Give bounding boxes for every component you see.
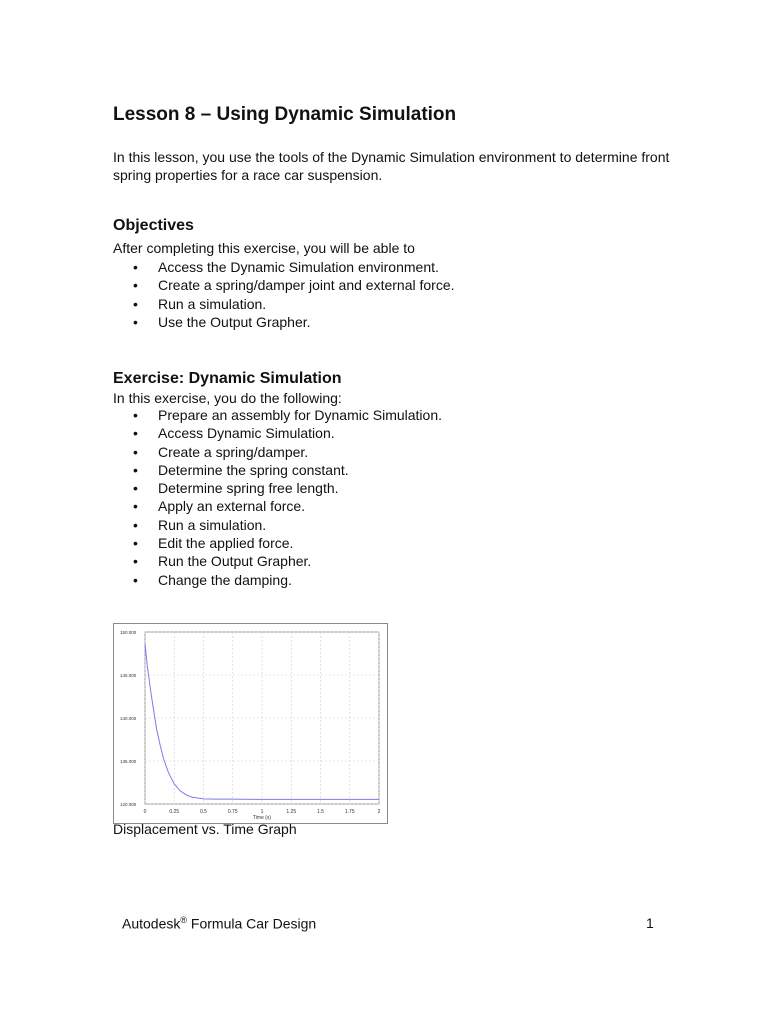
registered-mark: ® [180,915,188,925]
x-tick-label: 0.5 [200,809,207,815]
x-tick-label: 1.25 [286,809,297,815]
x-tick-label: 1 [260,809,264,815]
y-tick-label: 120.000 [120,802,137,807]
exercise-item: • Create a spring/damper. [113,443,442,461]
x-tick-label: 2 [377,809,381,815]
exercise-item: • Determine the spring constant. [113,461,442,479]
intro-paragraph: In this lesson, you use the tools of the Dynamic Simulation environment to determine front spring properties for a race car suspension. [113,149,670,183]
objective-item: • Use the Output Grapher. [113,313,455,331]
x-tick-label: 1.75 [344,809,355,815]
y-tick-label: 145.000 [120,673,137,678]
page-title: Lesson 8 – Using Dynamic Simulation [113,104,457,125]
objective-item: • Create a spring/damper joint and external force. [113,276,455,294]
exercise-list [113,406,442,589]
displacement-time-chart [113,623,388,824]
exercise-item: • Prepare an assembly for Dynamic Simulation. [113,406,442,424]
exercise-item: • Access Dynamic Simulation. [113,424,442,442]
footer-title: Formula Car Design [187,915,317,932]
exercise-item: • Edit the applied force. [113,534,442,552]
objective-item: • Access the Dynamic Simulation environment. [113,258,455,276]
chart-svg [114,624,387,823]
y-tick-label: 150.000 [120,630,137,635]
exercise-lead: In this exercise, you do the following: [113,390,342,406]
x-tick-label: 0 [143,809,147,815]
page-number: 1 [646,915,654,931]
x-tick-label: 0.75 [227,809,238,815]
exercise-item: • Determine spring free length. [113,479,442,497]
exercise-item: • Change the damping. [113,571,442,589]
footer-text [122,915,316,932]
footer-brand: Autodesk [122,915,181,932]
objectives-heading: Objectives [113,217,194,234]
objectives-list [113,258,455,331]
y-tick-label: 140.000 [120,716,137,721]
exercise-item: • Run a simulation. [113,516,442,534]
x-tick-label: 1.5 [317,809,324,815]
x-axis-label: Time (s) [252,815,272,821]
exercise-item: • Apply an external force. [113,497,442,515]
figure-caption: Displacement vs. Time Graph [113,821,297,837]
x-tick-label: 0.25 [169,809,180,815]
exercise-item: • Run the Output Grapher. [113,552,442,570]
y-tick-label: 135.000 [120,759,137,764]
exercise-heading: Exercise: Dynamic Simulation [113,370,342,387]
objectives-lead: After completing this exercise, you will be able to [113,240,415,256]
objective-item: • Run a simulation. [113,295,455,313]
